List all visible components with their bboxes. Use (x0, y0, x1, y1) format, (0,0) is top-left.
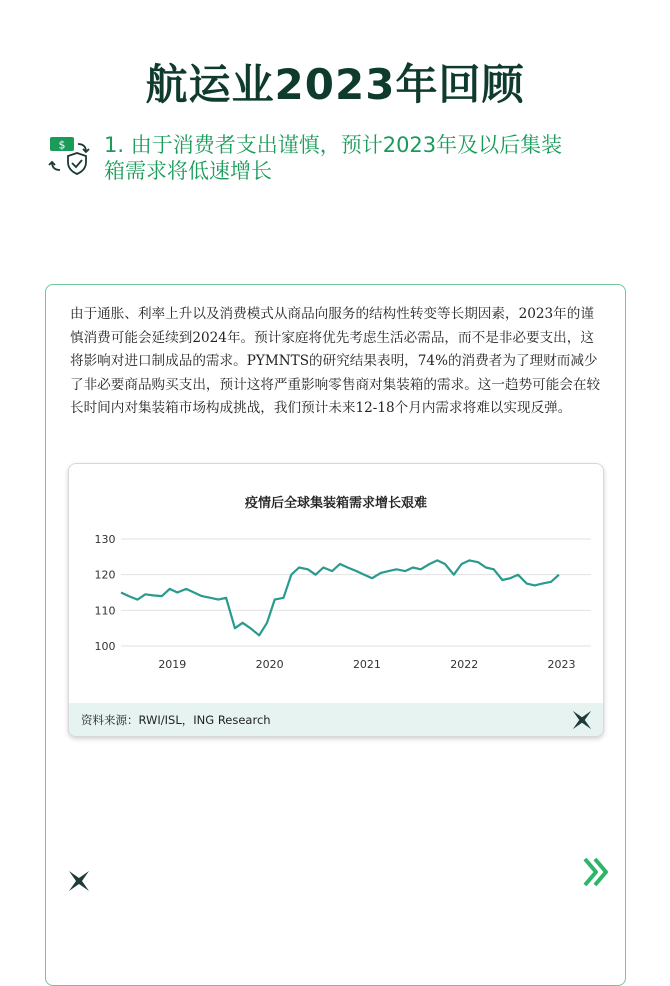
x-tick-label: 2023 (547, 658, 576, 671)
ing-x-logo-icon (571, 709, 593, 731)
y-tick-label: 100 (94, 640, 116, 653)
money-shield-icon (46, 134, 100, 184)
chart-title: 疫情后全球集装箱需求增长艰难 (244, 496, 427, 511)
x-tick-label: 2020 (255, 658, 284, 671)
page-title: 航运业2023年回顾 (145, 60, 525, 109)
content-card (45, 284, 626, 986)
line-chart (69, 464, 603, 704)
chart-panel (68, 463, 604, 737)
source-label: 资料来源：RWI/ISL，ING Research (81, 713, 271, 727)
y-tick-label: 130 (94, 533, 116, 546)
x-tick-label: 2021 (352, 658, 381, 671)
double-chevron-right-icon[interactable] (580, 855, 614, 889)
body-paragraph: 由于通胀、利率上升以及消费模式从商品向服务的结构性转变等长期因素，2023年的谨慎消费可能会延续到2024年。预计家庭将优先考虑生活必需品，而不是非必要支出，这将影响对进口制成品的需求。PYMNTS的研究结果表明，74%的消费者为了理财而减少了非必要商品购买支出，预计这将严重影响零售商对集装箱的需求。这一趋势可能会在较长时间内对集装箱市场构成挑战，我们预计未来12-18个月内需求将难以实现反弹。 (70, 306, 601, 416)
x-tick-label: 2022 (450, 658, 479, 671)
section-heading: 1. 由于消费者支出谨慎，预计2023年及以后集装箱需求将低速增长 (104, 133, 563, 183)
y-tick-label: 110 (94, 604, 116, 618)
x-tick-label: 2019 (158, 658, 187, 671)
series-line (121, 560, 559, 635)
y-tick-label: 120 (94, 568, 116, 582)
svg-text:$: $ (58, 138, 66, 152)
source-bar (69, 703, 603, 736)
ing-x-logo-icon (67, 869, 91, 893)
